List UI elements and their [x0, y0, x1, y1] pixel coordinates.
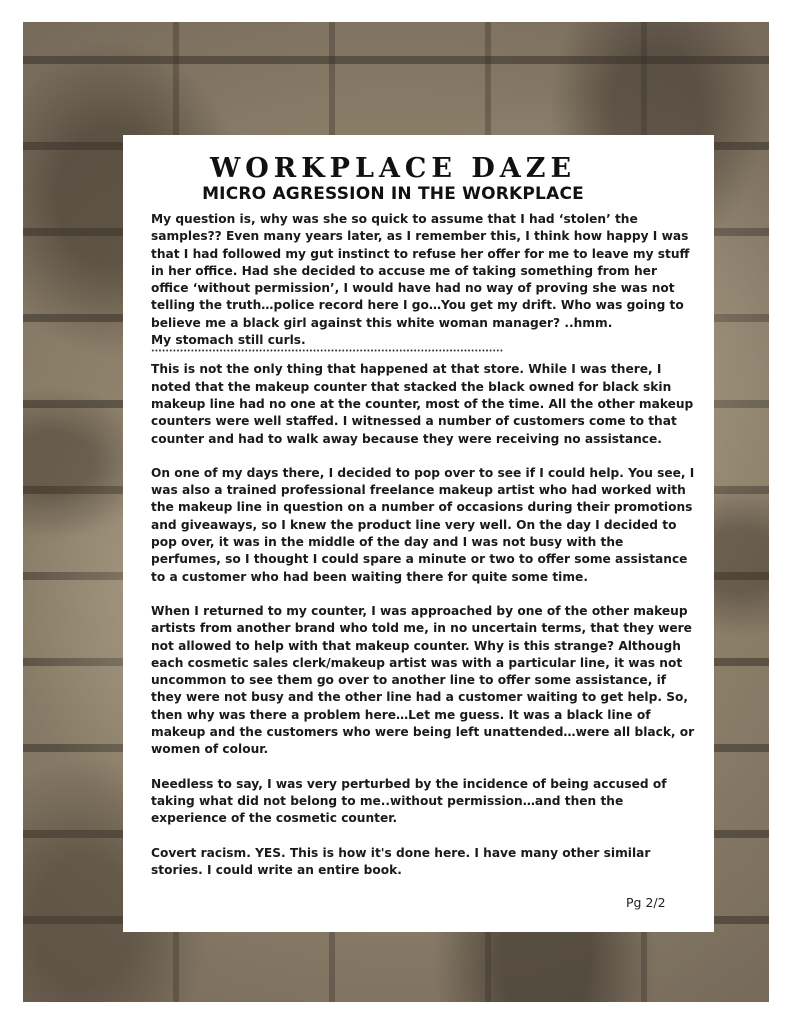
- page-title: WORKPLACE DAZE: [209, 153, 577, 184]
- page-number: Pg 2/2: [626, 895, 666, 910]
- paragraph-4: When I returned to my counter, I was approached by one of the other makeup artists from another brand who told me, in no uncertain terms, that they were not allowed to help with that makeup counter. Why is this strange? Although each cosmetic sales clerk/makeup artist was with a particular line, it was not uncommon to see them go over to another line to offer some assistance, if they were not busy and the other line had a customer waiting to get help. So, then why was there a problem here…Let me guess. It was a black line of makeup and the customers who were being left unattended…were all black, or women of colour.: [151, 603, 695, 757]
- dotted-divider: [151, 349, 503, 352]
- page-subtitle: MICRO AGRESSION IN THE WORKPLACE: [202, 184, 584, 204]
- paragraph-5: Needless to say, I was very perturbed by the incidence of being accused of taking what did not belong to me..without permission…and then the experience of the cosmetic counter.: [151, 776, 667, 826]
- paragraph-1: My question is, why was she so quick to assume that I had ‘stolen’ the samples?? Even many years later, as I remember this, I think how happy I was that I had followed my gut instinct to refuse her offer for me to leave my stuff in her office. Had she decided to accuse me of taking something from her office ‘without permission’, I would have had no way of proving she was not telling the truth…police record here I go…You get my drift. Who was going to believe me a black girl against this white woman manager? ..hmm. My stomach still curls.: [151, 212, 690, 348]
- paragraph-3: On one of my days there, I decided to pop over to see if I could help. You see, I was also a trained professional freelance makeup artist who had worked with the makeup line in question on a number of occasions during their promotions and giveaways, so I knew the product line very well. On the day I decided to pop over, it was in the middle of the day and I was not busy with the perfumes, so I thought I could spare a minute or two to offer some assistance to a customer who had been waiting there for quite some time.: [151, 465, 695, 584]
- paragraph-2: This is not the only thing that happened at that store. While I was there, I noted that the makeup counter that stacked the black owned for black skin makeup line had no one at the counter, most of the time. All the other makeup counters were well staffed. I witnessed a number of customers come to that counter and had to walk away because they were receiving no assistance.: [151, 362, 694, 446]
- article-body: [151, 211, 696, 896]
- paragraph-6: Covert racism. YES. This is how it's done here. I have many other similar stories. I could write an entire book.: [151, 845, 651, 877]
- stone-wall-background: [23, 22, 769, 1002]
- document-page: [123, 135, 714, 932]
